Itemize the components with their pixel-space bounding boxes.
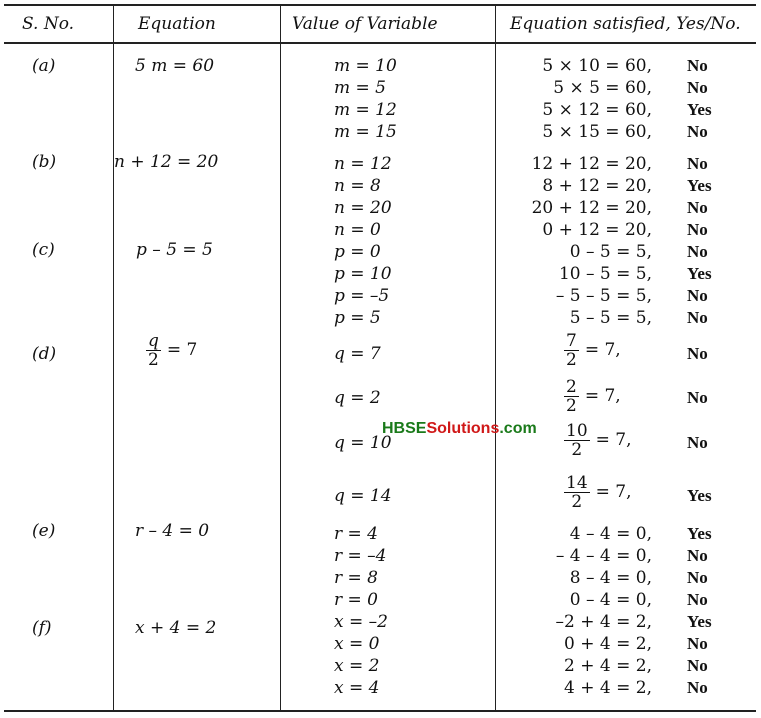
result-cell: No bbox=[687, 286, 708, 305]
result-cell: Yes bbox=[687, 612, 712, 631]
value-cell: n = 8 bbox=[334, 176, 381, 196]
check-cell: 12 + 12 = 20, bbox=[531, 154, 652, 174]
check-cell: 8 + 12 = 20, bbox=[542, 176, 652, 196]
equation-a: 5 m = 60 bbox=[135, 56, 215, 76]
result-cell: No bbox=[687, 344, 708, 363]
equation-d-fraction: $\frac{q}{2}$ bbox=[148, 331, 159, 370]
table-top-border bbox=[4, 4, 756, 6]
result-cell: Yes bbox=[687, 524, 712, 543]
value-cell: r = 0 bbox=[334, 590, 378, 610]
result-cell: No bbox=[687, 78, 708, 97]
result-cell: No bbox=[687, 122, 708, 141]
value-cell: p = 5 bbox=[334, 308, 381, 328]
check-cell: 0 – 4 = 0, bbox=[569, 590, 652, 610]
value-cell: q = 2 bbox=[334, 388, 381, 408]
check-cell: 0 + 4 = 2, bbox=[564, 634, 652, 654]
result-cell: No bbox=[687, 308, 708, 327]
check-fraction: $\frac{7}{2}$ bbox=[566, 331, 577, 370]
value-cell: x = –2 bbox=[334, 612, 388, 632]
check-cell: –2 + 4 = 2, bbox=[555, 612, 652, 632]
value-cell: n = 0 bbox=[334, 220, 381, 240]
value-cell: m = 12 bbox=[334, 100, 397, 120]
watermark-logo: HBSESolutions.com bbox=[382, 420, 537, 437]
column-divider bbox=[113, 4, 114, 712]
check-cell: 20 + 12 = 20, bbox=[531, 198, 652, 218]
check-cell: – 5 – 5 = 5, bbox=[555, 286, 652, 306]
check-cell: – 4 – 4 = 0, bbox=[555, 546, 652, 566]
value-cell: p = 0 bbox=[334, 242, 381, 262]
check-cell: 5 × 10 = 60, bbox=[542, 56, 652, 76]
header-sno: S. No. bbox=[22, 14, 75, 34]
check-fraction: $\frac{10}{2}$ bbox=[566, 421, 588, 460]
result-cell: Yes bbox=[687, 486, 712, 505]
sno-d: (d) bbox=[32, 344, 57, 364]
result-cell: No bbox=[687, 546, 708, 565]
check-cell: $\frac{14}{2}$ = 7, bbox=[566, 473, 632, 512]
value-cell: q = 10 bbox=[334, 433, 392, 453]
sno-e: (e) bbox=[32, 521, 56, 541]
equation-table bbox=[4, 4, 756, 712]
check-cell: 8 – 4 = 0, bbox=[569, 568, 652, 588]
result-cell: No bbox=[687, 242, 708, 261]
value-cell: q = 14 bbox=[334, 486, 392, 506]
value-cell: n = 20 bbox=[334, 198, 392, 218]
sno-a: (a) bbox=[32, 56, 56, 76]
check-cell: 2 + 4 = 2, bbox=[564, 656, 652, 676]
header-value: Value of Variable bbox=[292, 14, 438, 34]
equation-f: x + 4 = 2 bbox=[135, 618, 217, 638]
result-cell: No bbox=[687, 154, 708, 173]
result-cell: No bbox=[687, 56, 708, 75]
table-bottom-border bbox=[4, 710, 756, 712]
value-cell: m = 5 bbox=[334, 78, 386, 98]
result-cell: No bbox=[687, 198, 708, 217]
check-cell: $\frac{10}{2}$ = 7, bbox=[566, 421, 632, 460]
result-cell: Yes bbox=[687, 176, 712, 195]
check-fraction: $\frac{14}{2}$ bbox=[566, 473, 588, 512]
check-cell: $\frac{7}{2}$ = 7, bbox=[566, 331, 621, 370]
sno-b: (b) bbox=[32, 152, 57, 172]
value-cell: m = 10 bbox=[334, 56, 397, 76]
value-cell: n = 12 bbox=[334, 154, 392, 174]
check-cell: 4 – 4 = 0, bbox=[569, 524, 652, 544]
header-satisfied: Equation satisfied, Yes/No. bbox=[510, 14, 741, 34]
value-cell: r = 4 bbox=[334, 524, 378, 544]
equation-b: n + 12 = 20 bbox=[114, 152, 219, 172]
check-cell: 5 × 12 = 60, bbox=[542, 100, 652, 120]
result-cell: No bbox=[687, 634, 708, 653]
column-divider bbox=[495, 4, 496, 712]
value-cell: r = –4 bbox=[334, 546, 387, 566]
check-cell: 5 × 5 = 60, bbox=[553, 78, 652, 98]
equation-c: p – 5 = 5 bbox=[136, 240, 213, 260]
value-cell: r = 8 bbox=[334, 568, 378, 588]
result-cell: No bbox=[687, 433, 708, 452]
result-cell: No bbox=[687, 656, 708, 675]
result-cell: No bbox=[687, 678, 708, 697]
result-cell: Yes bbox=[687, 264, 712, 283]
check-cell: 0 + 12 = 20, bbox=[542, 220, 652, 240]
result-cell: Yes bbox=[687, 100, 712, 119]
result-cell: No bbox=[687, 590, 708, 609]
header-equation: Equation bbox=[138, 14, 216, 34]
result-cell: No bbox=[687, 388, 708, 407]
value-cell: x = 2 bbox=[334, 656, 380, 676]
check-cell: 5 – 5 = 5, bbox=[569, 308, 652, 328]
equation-d: $\frac{q}{2}$ = 7 bbox=[148, 331, 198, 370]
check-fraction: $\frac{2}{2}$ bbox=[566, 377, 577, 416]
value-cell: q = 7 bbox=[334, 344, 381, 364]
sno-f: (f) bbox=[32, 618, 52, 638]
value-cell: m = 15 bbox=[334, 122, 397, 142]
value-cell: x = 4 bbox=[334, 678, 380, 698]
equation-e: r – 4 = 0 bbox=[135, 521, 210, 541]
value-cell: p = –5 bbox=[334, 286, 390, 306]
sno-c: (c) bbox=[32, 240, 55, 260]
column-divider bbox=[280, 4, 281, 712]
value-cell: p = 10 bbox=[334, 264, 392, 284]
check-cell: 5 × 15 = 60, bbox=[542, 122, 652, 142]
check-cell: 0 – 5 = 5, bbox=[569, 242, 652, 262]
check-cell: 4 + 4 = 2, bbox=[564, 678, 652, 698]
header-bottom-border bbox=[4, 42, 756, 44]
result-cell: No bbox=[687, 220, 708, 239]
check-cell: 10 – 5 = 5, bbox=[558, 264, 652, 284]
check-cell: $\frac{2}{2}$ = 7, bbox=[566, 377, 621, 416]
value-cell: x = 0 bbox=[334, 634, 380, 654]
result-cell: No bbox=[687, 568, 708, 587]
